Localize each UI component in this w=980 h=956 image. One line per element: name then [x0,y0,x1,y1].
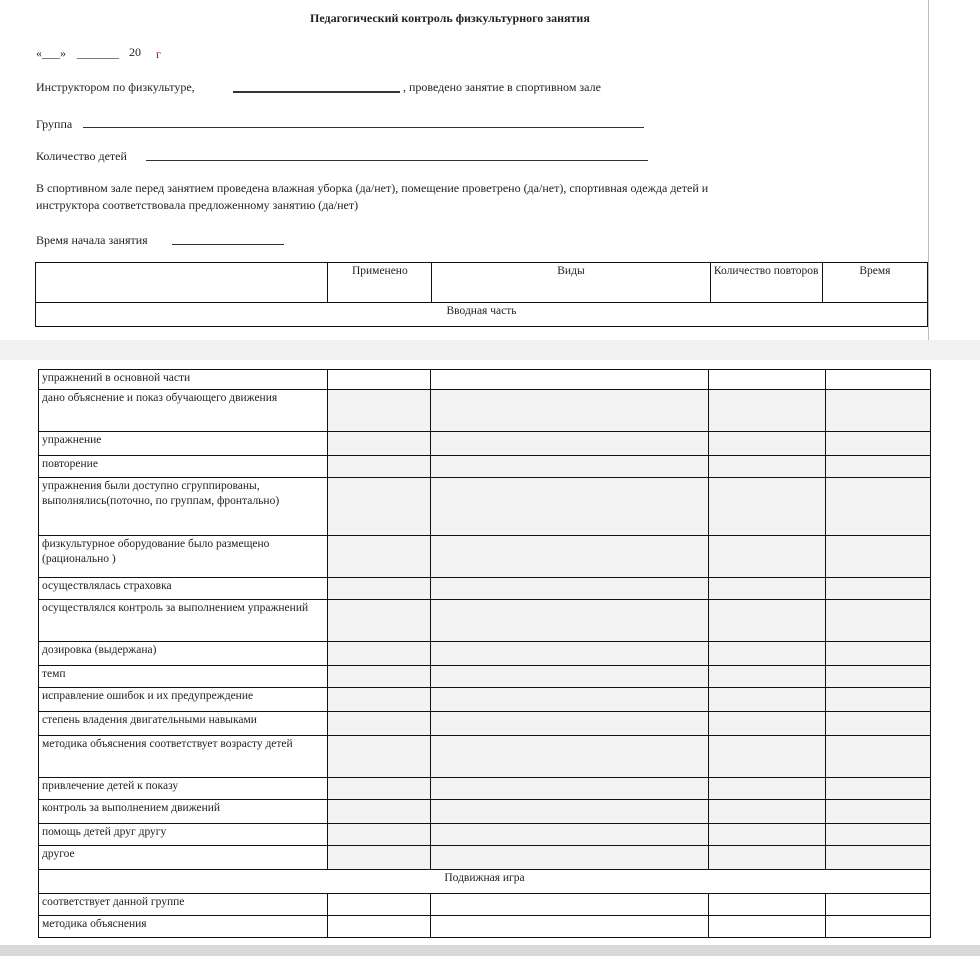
row-cell [431,666,708,688]
row-cell [825,370,930,390]
row-label: упражнения были доступно сгруппированы, выполнялись(поточно, по группам, фронтально) [39,478,328,536]
row-cell [328,846,431,870]
row-cell [825,688,930,712]
hall-check-line2: инструктора соответствовала предложенному занятию (да/нет) [36,198,359,212]
row-cell [431,456,708,478]
table-row [39,846,931,870]
row-cell [825,642,930,666]
row-cell [328,736,431,778]
row-cell [328,600,431,642]
row-cell [825,712,930,736]
main-table [38,369,931,938]
row-label: степень владения двигательными навыками [39,712,328,736]
row-cell [708,642,825,666]
row-cell [431,390,708,432]
instructor-blank [233,91,400,93]
bottom-scrollbar[interactable] [0,945,980,956]
row-label: темп [39,666,328,688]
row-cell [328,370,431,390]
page-gap [0,340,980,360]
row-cell [825,824,930,846]
row-cell [431,736,708,778]
row-cell [328,478,431,536]
hall-check-line1: В спортивном зале перед занятием проведена влажная уборка (да/нет), помещение проветрено (да/нет), спортивная одежда детей и [36,181,709,195]
row-cell [431,600,708,642]
row-cell [825,578,930,600]
row-cell [328,778,431,800]
table-row [39,578,931,600]
row-cell [825,666,930,688]
row-cell [825,600,930,642]
row-cell [431,846,708,870]
row-cell [431,824,708,846]
table-row [39,536,931,578]
row-cell [328,712,431,736]
row-cell [328,432,431,456]
row-cell [825,800,930,824]
children-count-label: Количество детей [36,149,127,163]
header-types: Виды [432,263,710,303]
row-cell [708,778,825,800]
table-row [39,824,931,846]
row-cell [431,370,708,390]
row-cell [431,894,708,916]
table-row [39,712,931,736]
row-cell [708,824,825,846]
row-cell [708,688,825,712]
document-page-2 [0,360,980,945]
row-cell [708,456,825,478]
row-label: осуществлялся контроль за выполнением упражнений [39,600,328,642]
row-label: помощь детей друг другу [39,824,328,846]
row-cell [708,536,825,578]
date-blank: _______ [77,46,119,60]
row-cell [328,578,431,600]
row-cell [708,600,825,642]
table-row [39,894,931,916]
table-row [39,456,931,478]
table-row [39,642,931,666]
row-cell [328,390,431,432]
row-cell [708,800,825,824]
row-cell [431,578,708,600]
row-cell [431,642,708,666]
table-row [39,688,931,712]
row-cell [328,824,431,846]
row-cell [328,894,431,916]
row-cell [431,432,708,456]
row-label: дозировка (выдержана) [39,642,328,666]
date-open: «___» [36,46,66,60]
table-row [39,800,931,824]
row-cell [431,778,708,800]
table-row [39,370,931,390]
row-label: упражнений в основной части [39,370,328,390]
row-cell [328,916,431,938]
row-cell [708,894,825,916]
row-cell [708,390,825,432]
document-page-1 [0,0,929,340]
row-cell [431,712,708,736]
row-cell [825,478,930,536]
children-count-blank [146,160,648,161]
row-cell [431,800,708,824]
row-cell [708,578,825,600]
row-cell [708,712,825,736]
row-cell [328,800,431,824]
row-label: другое [39,846,328,870]
section-intro: Вводная часть [36,303,928,327]
row-label: физкультурное оборудование было размещено (рационально ) [39,536,328,578]
group-blank [83,127,644,128]
page-title: Педагогический контроль физкультурного занятия [310,11,590,25]
row-cell [825,916,930,938]
group-label: Группа [36,117,73,131]
date-year: 20 [129,45,141,59]
row-cell [825,536,930,578]
header-time: Время [822,263,927,303]
row-cell [708,916,825,938]
row-cell [328,688,431,712]
row-label: осуществлялась страховка [39,578,328,600]
row-cell [431,478,708,536]
row-cell [431,536,708,578]
table-row [39,916,931,938]
section-outdoor-game: Подвижная игра [39,870,931,894]
row-label: методика объяснения соответствует возрасту детей [39,736,328,778]
start-time-label: Время начала занятия [36,233,148,247]
row-cell [825,736,930,778]
start-time-blank [172,244,284,245]
row-cell [708,478,825,536]
row-cell [431,916,708,938]
row-label: упражнение [39,432,328,456]
header-applied: Применено [328,263,432,303]
table-row [39,666,931,688]
row-label: контроль за выполнением движений [39,800,328,824]
row-label: привлечение детей к показу [39,778,328,800]
table-row [39,390,931,432]
instructor-tail: , проведено занятие в спортивном зале [403,80,601,94]
row-cell [431,688,708,712]
row-cell [708,846,825,870]
date-suffix: г [156,47,161,61]
table-section-row [39,870,931,894]
row-cell [708,370,825,390]
row-label: дано объяснение и показ обучающего движения [39,390,328,432]
header-blank [36,263,328,303]
row-cell [328,666,431,688]
row-cell [825,432,930,456]
row-label: соответствует данной группе [39,894,328,916]
instructor-label: Инструктором по физкультуре, [36,80,195,94]
row-cell [825,456,930,478]
header-repetitions: Количество повторов [710,263,822,303]
row-cell [328,536,431,578]
row-cell [708,736,825,778]
row-label: повторение [39,456,328,478]
row-label: методика объяснения [39,916,328,938]
row-cell [825,778,930,800]
row-cell [825,894,930,916]
row-cell [328,642,431,666]
table-row [39,600,931,642]
row-label: исправление ошибок и их предупреждение [39,688,328,712]
row-cell [708,666,825,688]
table-row [39,432,931,456]
table-row [39,778,931,800]
table-row [39,736,931,778]
row-cell [825,390,930,432]
row-cell [708,432,825,456]
top-table [35,262,928,327]
row-cell [328,456,431,478]
row-cell [825,846,930,870]
table-row [39,478,931,536]
